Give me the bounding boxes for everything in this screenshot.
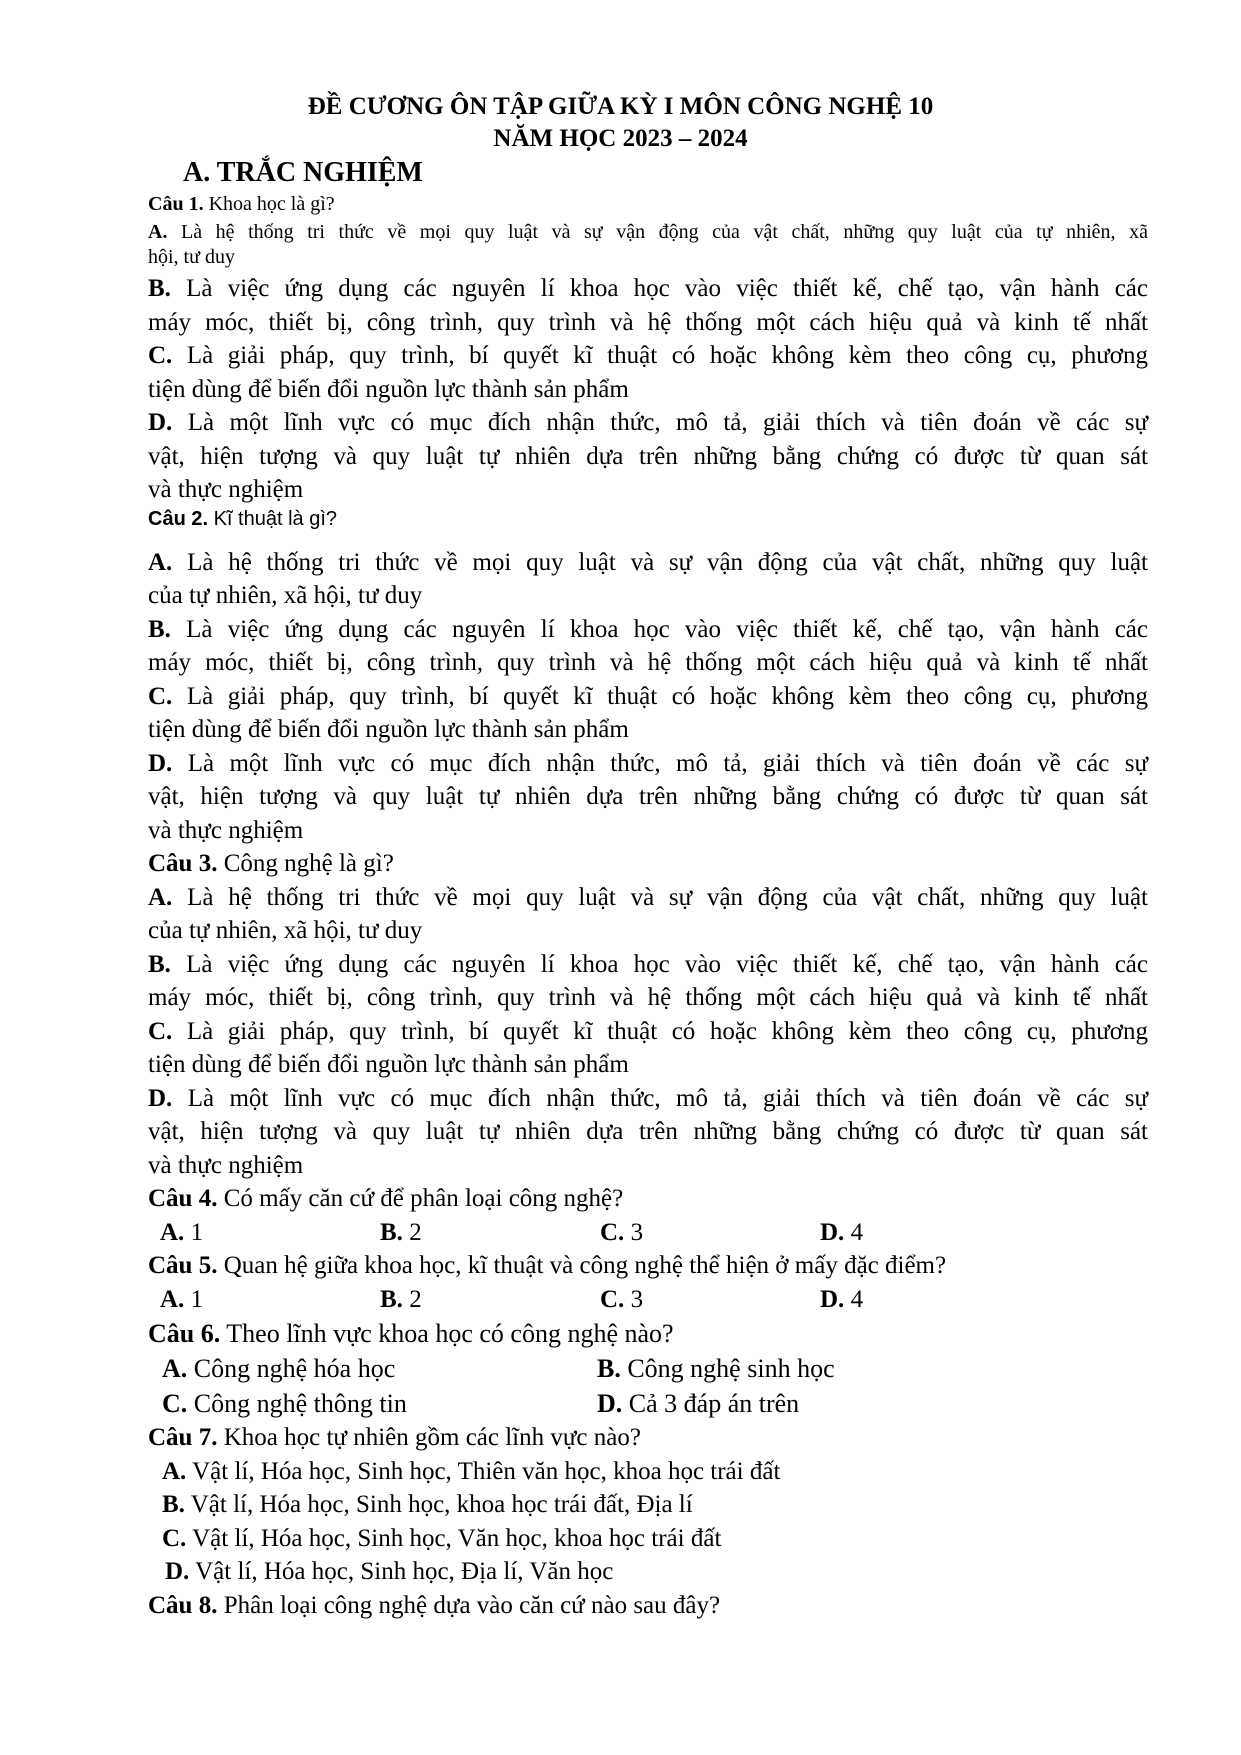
option-c bbox=[148, 339, 1148, 373]
option-key: B. bbox=[148, 275, 171, 302]
question-number: Câu 1. bbox=[148, 193, 204, 215]
option-d-continued: vật, hiện tượng và quy luật tự nhiên dựa trên những bằng chứng có được từ quan sát bbox=[148, 442, 1148, 470]
option-d-continued: và thực nghiệm bbox=[148, 816, 304, 844]
option-key: B. bbox=[380, 1285, 403, 1313]
option-b bbox=[148, 948, 1148, 982]
option-key: D. bbox=[820, 1218, 845, 1246]
option-text: Vật lí, Hóa học, Sinh học, Địa lí, Văn học bbox=[189, 1558, 614, 1585]
option-text: Là hệ thống tri thức về mọi quy luật và sự vận động của vật chất, những quy luật của tự nhiên, xã bbox=[167, 221, 1148, 243]
option-key: B. bbox=[148, 950, 171, 978]
option-text: 3 bbox=[624, 1285, 644, 1313]
option-text: Là giải pháp, quy trình, bí quyết kĩ thuật có hoặc không kèm theo công cụ, phương bbox=[172, 342, 1148, 369]
option-text: 2 bbox=[402, 1218, 422, 1246]
options-row bbox=[148, 1283, 1148, 1317]
option-key: C. bbox=[162, 1524, 187, 1552]
question-text: Kĩ thuật là gì? bbox=[208, 507, 338, 530]
question-number: Câu 2. bbox=[148, 507, 209, 530]
option-key: D. bbox=[597, 1389, 623, 1418]
spacer bbox=[148, 532, 1148, 546]
question-text: Công nghệ là gì? bbox=[217, 850, 394, 877]
question-number: Câu 3. bbox=[148, 850, 218, 877]
option-d-continued: vật, hiện tượng và quy luật tự nhiên dựa trên những bằng chứng có được từ quan sát bbox=[148, 783, 1148, 810]
option-text: Cả 3 đáp án trên bbox=[622, 1389, 800, 1418]
option-text: Là giải pháp, quy trình, bí quyết kĩ thuật có hoặc không kèm theo công cụ, phương bbox=[172, 682, 1148, 710]
option-b bbox=[148, 613, 1148, 647]
question-text: Phân loại công nghệ dựa vào căn cứ nào sau đây? bbox=[217, 1591, 721, 1619]
question-text: Có mấy căn cứ để phân loại công nghệ? bbox=[217, 1185, 624, 1212]
option-c-continued: tiện dùng để biến đổi nguồn lực thành sản phẩm bbox=[148, 375, 629, 403]
option-key: B. bbox=[148, 615, 171, 643]
option-text: Công nghệ hóa học bbox=[187, 1354, 396, 1383]
option-b-continued: máy móc, thiết bị, công trình, quy trình và hệ thống một cách hiệu quả và kinh tế nhất bbox=[148, 649, 1148, 676]
option-text: Là việc ứng dụng các nguyên lí khoa học vào việc thiết kế, chế tạo, vận hành các bbox=[170, 950, 1148, 978]
question-number: Câu 5. bbox=[148, 1252, 218, 1279]
question-3 bbox=[148, 847, 1148, 1182]
option-text: 1 bbox=[184, 1218, 204, 1246]
option-c bbox=[148, 1015, 1148, 1049]
page-subtitle: NĂM HỌC 2023 – 2024 bbox=[493, 125, 748, 152]
option-text: 3 bbox=[624, 1218, 644, 1246]
option-text: 4 bbox=[844, 1285, 864, 1313]
page-title: ĐỀ CƯƠNG ÔN TẬP GIỮA KỲ I MÔN CÔNG NGHỆ 10 bbox=[307, 93, 934, 120]
question-stem bbox=[148, 1316, 1148, 1351]
option-key: A. bbox=[148, 883, 173, 911]
question-2 bbox=[148, 507, 1148, 848]
option-text: 4 bbox=[844, 1218, 864, 1246]
question-stem bbox=[148, 847, 1148, 881]
option-key: D. bbox=[148, 749, 173, 777]
option-d bbox=[820, 1283, 1040, 1317]
option-key: D. bbox=[148, 1084, 173, 1112]
option-text: Vật lí, Hóa học, Sinh học, Văn học, khoa học trái đất bbox=[186, 1524, 722, 1552]
question-7 bbox=[148, 1421, 1148, 1589]
question-number: Câu 8. bbox=[148, 1591, 218, 1619]
question-5 bbox=[148, 1249, 1148, 1316]
option-a bbox=[160, 1283, 380, 1317]
option-text: Vật lí, Hóa học, Sinh học, khoa học trái đất, Địa lí bbox=[184, 1491, 693, 1518]
option-text: Công nghệ sinh học bbox=[620, 1354, 835, 1383]
option-text: Là hệ thống tri thức về mọi quy luật và sự vận động của vật chất, những quy luật bbox=[172, 883, 1148, 911]
question-text: Khoa học là gì? bbox=[203, 193, 335, 215]
question-stem bbox=[148, 1421, 1148, 1455]
option-d bbox=[148, 1555, 1148, 1589]
question-8 bbox=[148, 1589, 1148, 1623]
option-key: C. bbox=[600, 1285, 625, 1313]
question-6 bbox=[148, 1316, 1148, 1421]
option-c bbox=[600, 1283, 820, 1317]
option-a-continued: của tự nhiên, xã hội, tư duy bbox=[148, 917, 423, 944]
question-number: Câu 4. bbox=[148, 1185, 218, 1212]
option-text: Là một lĩnh vực có mục đích nhận thức, mô tả, giải thích và tiên đoán về các sự bbox=[172, 1084, 1148, 1112]
option-b bbox=[597, 1351, 1032, 1386]
option-text: Là một lĩnh vực có mục đích nhận thức, mô tả, giải thích và tiên đoán về các sự bbox=[172, 749, 1148, 777]
option-d bbox=[820, 1216, 1040, 1250]
option-key: D. bbox=[148, 409, 173, 436]
question-stem bbox=[148, 1182, 1148, 1216]
option-text: 1 bbox=[184, 1285, 204, 1313]
option-a bbox=[148, 881, 1148, 915]
question-stem bbox=[148, 1249, 1148, 1283]
option-a bbox=[148, 1455, 1148, 1489]
question-stem bbox=[148, 507, 1148, 532]
option-b-continued: máy móc, thiết bị, công trình, quy trình và hệ thống một cách hiệu quả và kinh tế nhất bbox=[148, 308, 1148, 336]
question-stem bbox=[148, 192, 1148, 217]
question-4 bbox=[148, 1182, 1148, 1249]
option-key: A. bbox=[162, 1457, 187, 1485]
option-c-continued: tiện dùng để biến đổi nguồn lực thành sản phẩm bbox=[148, 716, 629, 743]
option-d-continued: và thực nghiệm bbox=[148, 1151, 304, 1179]
option-key: C. bbox=[600, 1218, 625, 1246]
option-key: B. bbox=[162, 1491, 185, 1518]
option-d-continued: và thực nghiệm bbox=[148, 476, 304, 503]
option-c bbox=[600, 1216, 820, 1250]
option-text: Là việc ứng dụng các nguyên lí khoa học vào việc thiết kế, chế tạo, vận hành các bbox=[170, 615, 1148, 643]
option-key: A. bbox=[148, 221, 168, 243]
option-key: C. bbox=[148, 682, 173, 710]
option-key: D. bbox=[820, 1285, 845, 1313]
option-a-continued: hội, tư duy bbox=[148, 246, 235, 268]
option-a bbox=[148, 220, 1148, 245]
question-number: Câu 7. bbox=[148, 1424, 218, 1451]
option-text: Là việc ứng dụng các nguyên lí khoa học vào việc thiết kế, chế tạo, vận hành các bbox=[170, 275, 1148, 302]
option-text: 2 bbox=[402, 1285, 422, 1313]
options-row bbox=[148, 1216, 1148, 1250]
option-a bbox=[162, 1351, 597, 1386]
option-key: B. bbox=[380, 1218, 403, 1246]
option-key: C. bbox=[148, 342, 173, 369]
option-d bbox=[148, 1082, 1148, 1116]
question-stem bbox=[148, 1589, 1148, 1623]
option-key: C. bbox=[148, 1017, 173, 1045]
option-text: Là một lĩnh vực có mục đích nhận thức, mô tả, giải thích và tiên đoán về các sự bbox=[172, 409, 1148, 436]
question-1 bbox=[148, 192, 1148, 507]
question-list bbox=[148, 192, 1148, 1622]
option-c bbox=[148, 680, 1148, 714]
option-b-continued: máy móc, thiết bị, công trình, quy trình và hệ thống một cách hiệu quả và kinh tế nhất bbox=[148, 984, 1148, 1011]
option-d-continued: vật, hiện tượng và quy luật tự nhiên dựa trên những bằng chứng có được từ quan sát bbox=[148, 1118, 1148, 1145]
option-key: C. bbox=[162, 1389, 188, 1418]
option-a bbox=[160, 1216, 380, 1250]
option-key: A. bbox=[148, 548, 173, 576]
option-c bbox=[148, 1522, 1148, 1556]
option-key: D. bbox=[165, 1558, 190, 1585]
question-text: Theo lĩnh vực khoa học có công nghệ nào? bbox=[220, 1319, 674, 1348]
option-d bbox=[148, 406, 1148, 440]
options-row bbox=[148, 1386, 1148, 1421]
option-key: A. bbox=[162, 1354, 188, 1383]
option-text: Công nghệ thông tin bbox=[187, 1389, 407, 1418]
option-a-continued: của tự nhiên, xã hội, tư duy bbox=[148, 582, 423, 609]
options-row bbox=[148, 1351, 1148, 1386]
question-text: Khoa học tự nhiên gồm các lĩnh vực nào? bbox=[217, 1424, 641, 1451]
option-b bbox=[380, 1283, 600, 1317]
section-heading: A. TRẮC NGHIỆM bbox=[183, 157, 423, 188]
option-text: Là hệ thống tri thức về mọi quy luật và sự vận động của vật chất, những quy luật bbox=[172, 548, 1148, 576]
option-a bbox=[148, 546, 1148, 580]
option-key: A. bbox=[160, 1218, 185, 1246]
option-key: A. bbox=[160, 1285, 185, 1313]
option-key: B. bbox=[597, 1354, 621, 1383]
option-text: Vật lí, Hóa học, Sinh học, Thiên văn học, khoa học trái đất bbox=[186, 1457, 781, 1485]
option-d bbox=[597, 1386, 1032, 1421]
option-c-continued: tiện dùng để biến đổi nguồn lực thành sản phẩm bbox=[148, 1051, 629, 1078]
question-text: Quan hệ giữa khoa học, kĩ thuật và công nghệ thể hiện ở mấy đặc điểm? bbox=[217, 1252, 947, 1279]
option-b bbox=[148, 272, 1148, 306]
option-text: Là giải pháp, quy trình, bí quyết kĩ thuật có hoặc không kèm theo công cụ, phương bbox=[172, 1017, 1148, 1045]
option-d bbox=[148, 747, 1148, 781]
option-b bbox=[148, 1488, 1148, 1522]
question-number: Câu 6. bbox=[148, 1319, 221, 1348]
option-b bbox=[380, 1216, 600, 1250]
option-c bbox=[162, 1386, 597, 1421]
